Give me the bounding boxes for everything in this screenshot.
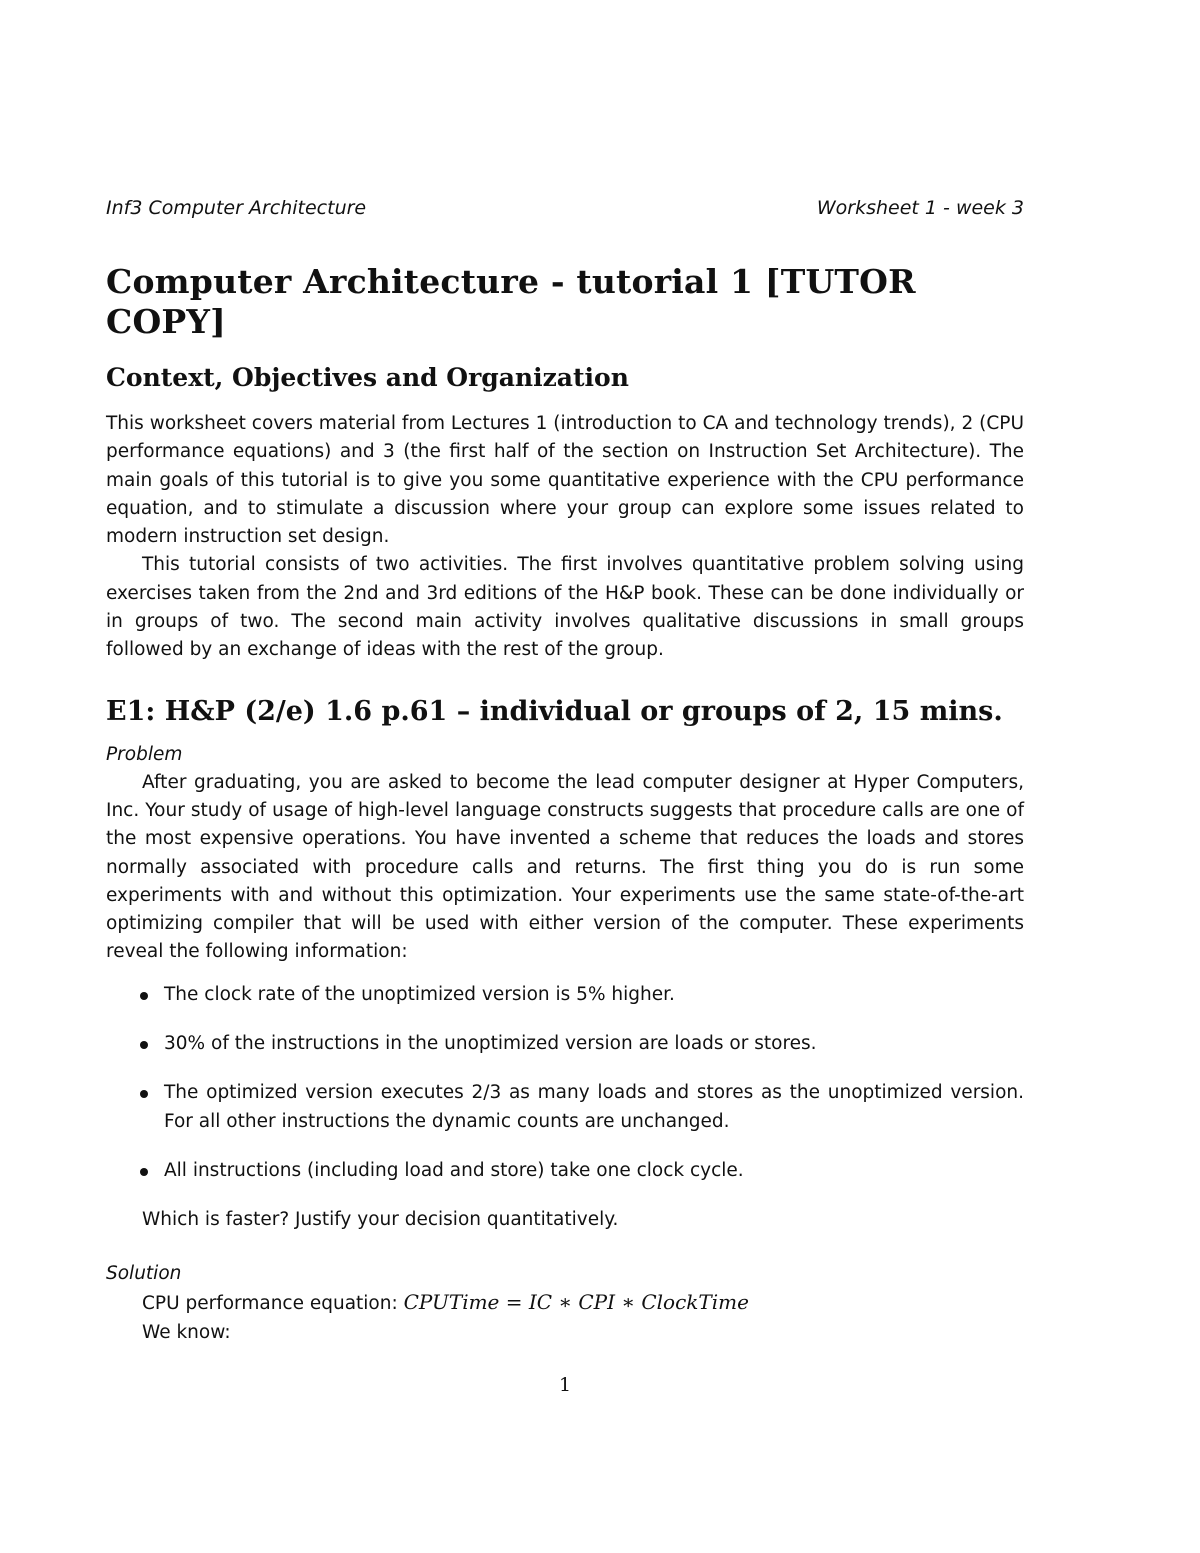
list-item bbox=[106, 981, 1024, 1009]
header-course-name: Inf3 Computer Architecture bbox=[106, 197, 367, 219]
cpu-performance-equation: CPUTime = IC ∗ CPI ∗ ClockTime bbox=[403, 1290, 749, 1315]
we-know-text: We know: bbox=[142, 1321, 231, 1343]
page-number: 1 bbox=[558, 1374, 572, 1396]
list-item-text: The optimized version executes 2/3 as many loads and stores as the unoptimized version. For all other instructions the dynamic counts are unchanged. bbox=[164, 1082, 1024, 1132]
solution-label: Solution bbox=[106, 1263, 182, 1285]
bullet-icon bbox=[140, 1168, 148, 1176]
problem-label: Problem bbox=[106, 743, 183, 765]
experiment-findings-list bbox=[106, 981, 1024, 1185]
context-paragraph-1: This worksheet covers material from Lectures 1 (introduction to CA and technology trends), 2 (CPU performance equations) and 3 (the first half of the section on Instruction Set Architecture). The main goals of this tutorial is to give you some quantitative experience with the CPU performance equation, and to stimulate a discussion where your group can explore some issues related to modern instruction set design. bbox=[106, 413, 1024, 548]
list-item bbox=[106, 1030, 1024, 1058]
header-worksheet-label: Worksheet 1 - week 3 bbox=[816, 197, 1024, 219]
document-title: Computer Architecture - tutorial 1 [TUTOR COPY] bbox=[106, 262, 916, 341]
solution-equation-line bbox=[106, 1288, 1024, 1318]
running-header bbox=[106, 196, 1024, 220]
bullet-icon bbox=[140, 1041, 148, 1049]
context-paragraph-2: This tutorial consists of two activities. The first involves quantitative problem solving using exercises taken from the 2nd and 3rd editions of the H&P book. These can be done individually or in groups of two. The second main activity involves qualitative discussions in small groups followed by an exchange of ideas with the rest of the group. bbox=[106, 554, 1024, 661]
list-item bbox=[106, 1157, 1024, 1185]
e1-section-heading: E1: H&P (2/e) 1.6 p.61 – individual or groups of 2, 15 mins. bbox=[106, 695, 1003, 727]
problem-paragraph: After graduating, you are asked to become the lead computer designer at Hyper Computers, Inc. Your study of usage of high-level language constructs suggests that procedure calls are one of the most expensive operations. You have invented a scheme that reduces the loads and stores normally associated with procedure calls and returns. The first thing you do is run some experiments with and without this optimization. Your experiments use the same state-of-the-art optimizing compiler that will be used with either version of the computer. These experiments reveal the following information: bbox=[106, 771, 1024, 963]
bullet-icon bbox=[140, 1090, 148, 1098]
bullet-icon bbox=[140, 992, 148, 1000]
list-item-text: All instructions (including load and store) take one clock cycle. bbox=[164, 1159, 744, 1181]
question-text: Which is faster? Justify your decision quantitatively. bbox=[142, 1209, 619, 1231]
list-item bbox=[106, 1079, 1024, 1136]
solution-intro-text: CPU performance equation: bbox=[142, 1293, 404, 1315]
context-section-heading: Context, Objectives and Organization bbox=[106, 363, 629, 392]
page-content bbox=[106, 196, 1024, 1347]
list-item-text: The clock rate of the unoptimized version is 5% higher. bbox=[164, 983, 675, 1005]
list-item-text: 30% of the instructions in the unoptimized version are loads or stores. bbox=[164, 1033, 817, 1055]
